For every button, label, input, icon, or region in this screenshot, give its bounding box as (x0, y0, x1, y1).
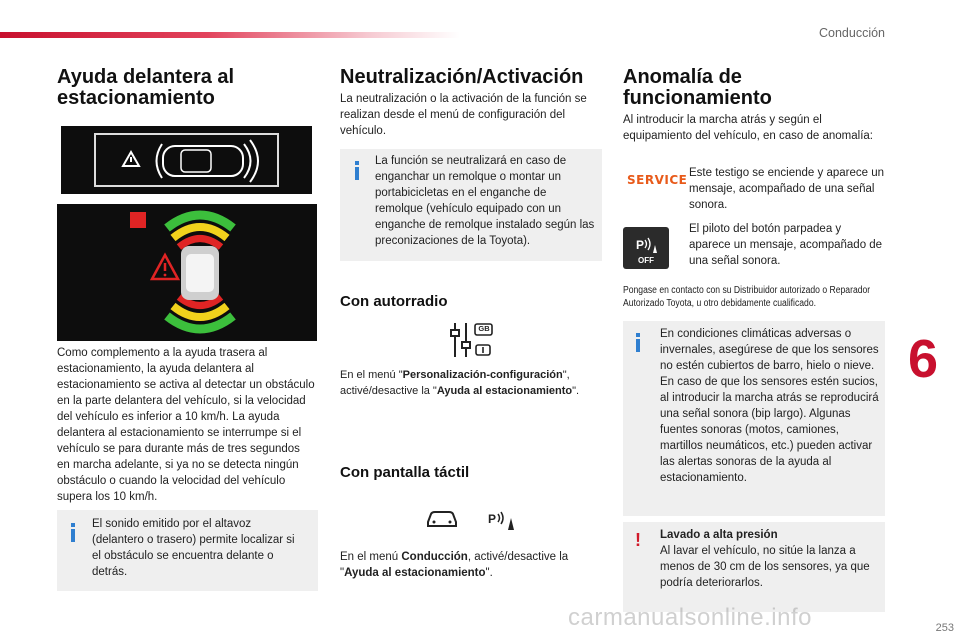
menu-name-personalization: Personalización-configuración (402, 369, 563, 381)
touchscreen-instructions (340, 549, 605, 581)
function-name-parking-aid: Ayuda al estacionamiento (344, 567, 486, 579)
button-light-text: El piloto del botón parpadea y aparece un mensaje, acompañado de una señal sonora. (689, 223, 883, 267)
dashboard-parking-display (61, 126, 312, 194)
info-icon (634, 333, 642, 352)
info-box-trailer-text: La función se neutralizará en caso de enganchar un remolque o montar un portabicicletas en el enganche de remolque (vehículo equipado con un enganche de remolque instalado según las preconizaciones de la Toyota). (375, 155, 595, 247)
chapter-number: 6 (907, 329, 938, 389)
warning-box-text: Al lavar el vehículo, no sitúe la lanza a menos de 30 cm de los sensores, ya que podría deteriorarlos. (660, 545, 870, 589)
malfunction-intro: Al introducir la marcha atrás y según el equipamiento del vehículo, en caso de anomalía: (623, 114, 873, 142)
radio-text-part: ". (572, 385, 580, 397)
info-box-sound (57, 510, 318, 591)
svg-text:P: P (488, 512, 497, 526)
warning-exclamation-icon: ! (635, 530, 641, 550)
header-accent-bar (0, 32, 460, 38)
contact-dealer-text: Pongase en contacto con su Distribuidor autorizado o Reparador Autorizado Toyota, u otro debidamente cualificado. (623, 285, 871, 309)
subsection-title-touchscreen: Con pantalla táctil (340, 464, 470, 481)
activation-intro: La neutralización o la activación de la función se realizan desde el menú de configuración del vehículo. (340, 93, 587, 137)
watermark: carmanualsonline.info (568, 604, 812, 631)
info-box-weather (623, 321, 885, 516)
radio-instructions (340, 367, 605, 399)
section-title-front-parking: Ayuda delantera al estacionamiento (57, 66, 235, 109)
touch-text-part: ". (485, 567, 493, 579)
warning-box-pressure-wash (623, 522, 885, 612)
info-box-weather-text: En condiciones climáticas adversas o invernales, asegúrese de que los sensores no estén cubiertos de barro, hielo o nieve. En caso de que los sensores estén sucios, al introducir la marcha atrás se reproducirá una señal sonora (bip largo). Algunas fuentes sonoras (motos, camiones, martillos neumáticos, etc.) pueden activar las alertas sonoras de la ayuda al estacionamiento. (660, 328, 879, 484)
front-parking-body: Como complemento a la ayuda trasera al estacionamiento, la ayuda delantera al estacionamiento se activa al detectar un obstáculo en la parte delantera del vehículo, si la velocidad del vehículo es inferior a 10 km/h. La ayuda delantera al estacionamiento se interrumpe si el vehículo se para durante más de tres segundos en marcha adelante, si ya no se detecta ningún obstáculo o cuando la velocidad del vehículo supera los 10 km/h. (57, 347, 315, 503)
car-driving-icon (425, 508, 459, 530)
function-name-parking-aid: Ayuda al estacionamiento (436, 385, 573, 397)
chapter-title: Conducción (818, 26, 885, 40)
service-light-text: Este testigo se enciende y aparece un mensaje, acompañado de una señal sonora. (689, 167, 884, 211)
button-off-label: OFF (638, 256, 654, 265)
info-icon (69, 523, 77, 542)
car-sensor-outline-icon (61, 126, 312, 194)
section-title-malfunction: Anomalía de funcionamiento (623, 66, 772, 109)
page-number: 253 (935, 622, 954, 634)
parking-sensor-diagram (57, 204, 317, 341)
info-box-sound-text: El sonido emitido por el altavoz (delantero o trasero) permite localizar si el obstáculo se encuentra delante o detrás. (92, 518, 295, 578)
service-warning-icon: SERVICE (627, 173, 688, 187)
warning-box-title: Lavado a alta presión (660, 529, 778, 541)
sensor-zones-graphic (57, 204, 317, 341)
parking-aid-button-icon (623, 227, 669, 269)
settings-sliders-icon (448, 320, 496, 360)
info-icon (353, 161, 361, 180)
menu-name-driving: Conducción (401, 551, 468, 563)
language-badge: GB (478, 324, 490, 333)
radio-text-part: ", activé/desactive la " (340, 369, 570, 397)
radio-text-part: En el menú " (340, 369, 403, 381)
section-title-activation: Neutralización/Activación (340, 66, 584, 88)
touch-text-part: , activé/desactive la " (340, 551, 569, 579)
info-box-trailer (340, 149, 602, 261)
svg-text:P: P (636, 238, 645, 252)
subsection-title-radio: Con autorradio (340, 293, 448, 310)
parking-sensor-icon (488, 510, 516, 532)
parking-sensor-icon (623, 229, 669, 259)
touch-text-part: En el menú (340, 551, 402, 563)
